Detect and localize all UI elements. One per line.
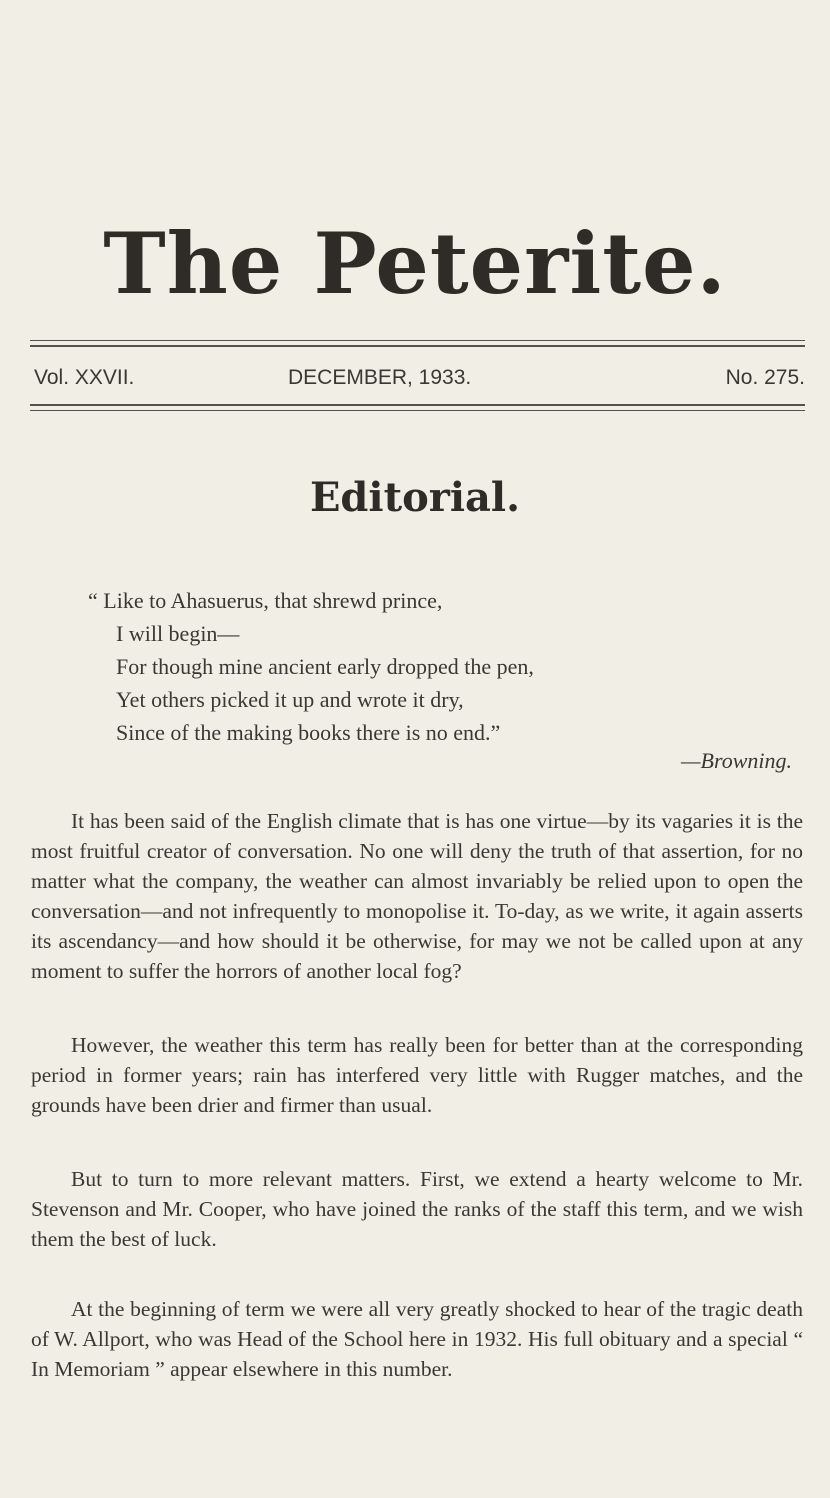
section-title: Editorial. (309, 474, 521, 521)
issue-date: DECEMBER, 1933. (288, 366, 472, 389)
body-paragraph: But to turn to more relevant matters. First, we extend a hearty welcome to Mr. Stevenson and Mr. Cooper, who have joined the ranks of the staff this term, and we wish them the best of luck. (31, 1167, 803, 1251)
epigraph-line: For though mine ancient early dropped the pen, (116, 654, 534, 679)
issue-rule-bottom-thick (30, 404, 805, 406)
body-paragraph: It has been said of the English climate that is has one virtue—by its vagaries it is the most fruitful creator of conversation. No one will deny the truth of that assertion, for no matter what the company, the weather can almost invariably be relied upon to open the conversation—and not infrequently to monopolise it. To-day, as we write, it again asserts its ascendancy—and how should it be otherwise, for may we not be called upon at any moment to suffer the horrors of another local fog? (31, 809, 803, 983)
masthead-title: The Peterite. (103, 214, 727, 313)
body-paragraph: However, the weather this term has really been for better than at the corresponding period in former years; rain has interfered very little with Rugger matches, and the grounds have been drier and firmer than usual. (31, 1033, 803, 1117)
issue-number: No. 275. (725, 366, 805, 389)
epigraph-line: “ Like to Ahasuerus, that shrewd prince, (88, 588, 443, 613)
epigraph-line: I will begin— (116, 621, 240, 646)
body-paragraph: At the beginning of term we were all very greatly shocked to hear of the tragic death of W. Allport, who was Head of the School here in 1932. His full obituary and a special “ In Memoriam ” appear elsewhere in this number. (31, 1297, 803, 1381)
epigraph-line: Yet others picked it up and wrote it dry, (116, 687, 464, 712)
masthead-rule-top-thin (30, 340, 805, 341)
issue-rule-bottom-thin (30, 410, 805, 411)
masthead-rule-top-thick (30, 345, 805, 347)
epigraph-line: Since of the making books there is no end.” (116, 720, 501, 745)
volume-label: Vol. XXVII. (34, 366, 135, 389)
epigraph (88, 584, 788, 749)
epigraph-attribution: —Browning. (680, 748, 792, 773)
